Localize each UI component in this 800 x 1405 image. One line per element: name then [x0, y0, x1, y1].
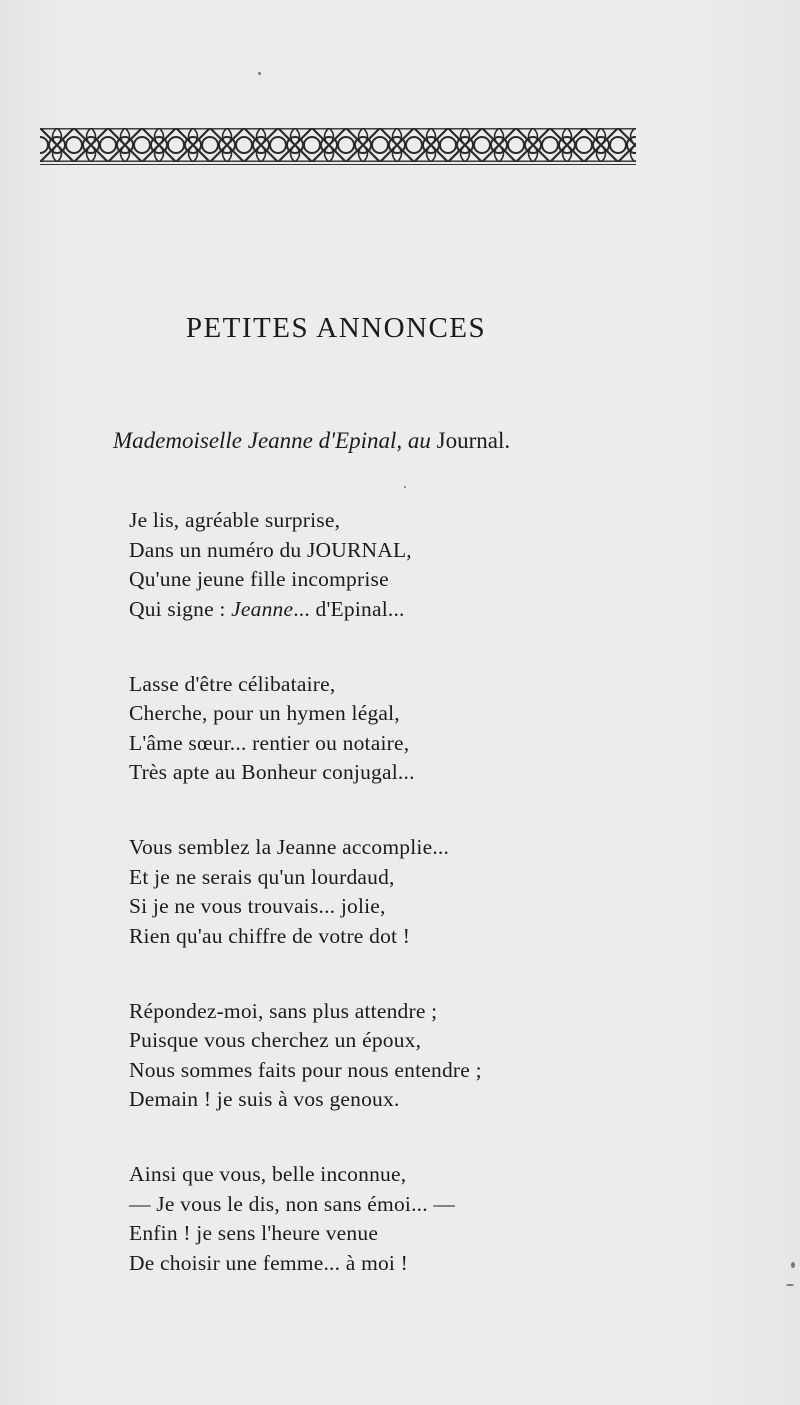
- poem-line: Dans un numéro du JOURNAL,: [129, 537, 412, 562]
- poem-line: De choisir une femme... à moi !: [129, 1250, 409, 1275]
- poem-line: Qu'une jeune fille incomprise: [129, 567, 389, 591]
- poem: [129, 506, 649, 1324]
- poem-line: Très apte au Bonheur conjugal...: [129, 760, 415, 784]
- paper-speck: [404, 486, 406, 488]
- poem-line: Répondez-moi, sans plus attendre ;: [129, 998, 438, 1023]
- stanza-4: [129, 997, 649, 1115]
- poem-line: Ainsi que vous, belle inconnue,: [129, 1162, 407, 1186]
- poem-line: Rien qu'au chiffre de votre dot !: [129, 923, 411, 948]
- poem-line-italic-name: Jeanne: [231, 596, 294, 621]
- poem-line: — Je vous le dis, non sans émoi... —: [129, 1191, 456, 1216]
- poem-line: Cherche, pour un hymen légal,: [129, 701, 400, 725]
- poem-line: Et je ne serais qu'un lourdaud,: [129, 864, 395, 889]
- poem-line: L'âme sœur... rentier ou notaire,: [129, 730, 410, 755]
- paper-speck: [791, 1262, 795, 1268]
- page-title: PETITES ANNONCES: [185, 312, 487, 344]
- poem-line: Lasse d'être célibataire,: [129, 671, 336, 696]
- paper-speck: [258, 72, 261, 75]
- poem-line: Puisque vous cherchez un époux,: [129, 1028, 422, 1052]
- poem-line-pre: Qui signe :: [129, 596, 232, 621]
- ornament-underline-rule: [40, 164, 636, 165]
- poem-line: [129, 595, 649, 625]
- poem-line: Demain ! je suis à vos genoux.: [129, 1087, 400, 1111]
- stanza-2: [129, 670, 649, 788]
- poem-line: Enfin ! je sens l'heure venue: [129, 1221, 379, 1245]
- dedication-italic: Mademoiselle Jeanne d'Epinal, au: [113, 428, 431, 453]
- paper-speck: [786, 1284, 794, 1286]
- poem-line-post: ... d'Epinal...: [293, 596, 405, 621]
- dedication-roman: Journal.: [436, 428, 511, 453]
- poem-line: Nous sommes faits pour nous entendre ;: [129, 1057, 482, 1082]
- poem-line: Je lis, agréable surprise,: [129, 508, 341, 532]
- stanza-1: [129, 506, 649, 624]
- decorative-border-ornament: [40, 128, 636, 162]
- stanza-5: [129, 1160, 649, 1278]
- poem-line: Vous semblez la Jeanne accomplie...: [129, 835, 450, 859]
- poem-line: Si je ne vous trouvais... jolie,: [129, 894, 386, 918]
- stanza-3: [129, 833, 649, 951]
- dedication-line: [113, 428, 510, 454]
